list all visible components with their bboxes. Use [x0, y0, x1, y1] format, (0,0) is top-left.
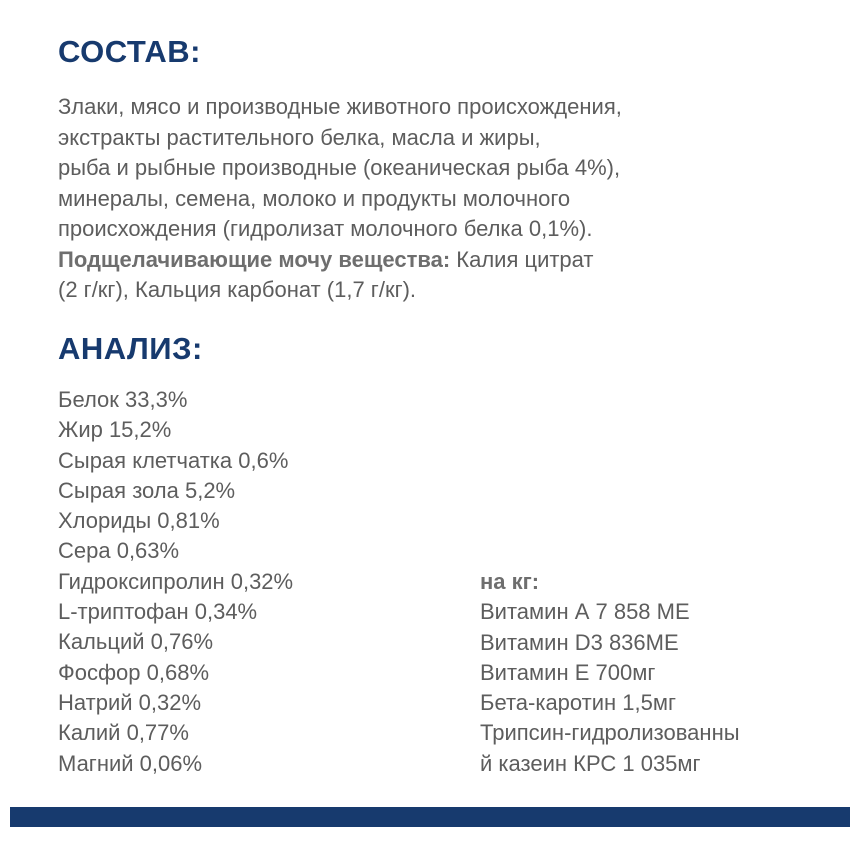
- composition-line: Злаки, мясо и производные животного происхождения,: [58, 94, 622, 119]
- analysis-item: Жир 15,2%: [58, 417, 172, 443]
- analysis-item: Фосфор 0,68%: [58, 659, 210, 685]
- analysis-item: Магний 0,06%: [58, 750, 203, 776]
- per-kg-item: Бета-каротин 1,5мг: [480, 690, 677, 716]
- alkalizing-label: Подщелачивающие мочу вещества:: [58, 246, 451, 272]
- composition-heading: СОСТАВ:: [58, 34, 201, 69]
- per-kg-item: Витамин Е 700мг: [480, 659, 656, 685]
- composition-text: [58, 92, 848, 306]
- per-kg-item: Витамин А 7 858 МЕ: [480, 599, 690, 625]
- alkalizing-line: [58, 245, 848, 276]
- analysis-heading: АНАЛИЗ:: [58, 331, 203, 366]
- analysis-item: Сера 0,63%: [58, 538, 180, 564]
- analysis-item: Хлориды 0,81%: [58, 508, 220, 534]
- composition-line: экстракты растительного белка, масла и жиры,: [58, 124, 541, 150]
- per-kg-label: на кг:: [480, 569, 540, 594]
- composition-line: минералы, семена, молоко и продукты молочного: [58, 185, 571, 211]
- analysis-item: Натрий 0,32%: [58, 689, 202, 715]
- per-kg-item: Витамин D3 836МЕ: [480, 629, 679, 655]
- alkalizing-line-2: (2 г/кг), Кальция карбонат (1,7 г/кг).: [58, 277, 417, 302]
- analysis-item: Сырая клетчатка 0,6%: [58, 447, 289, 473]
- analysis-item: Белок 33,3%: [58, 387, 188, 412]
- analysis-item: Сырая зола 5,2%: [58, 477, 236, 503]
- composition-line: происхождения (гидролизат молочного белка 0,1%).: [58, 216, 593, 241]
- footer-bar: [10, 807, 850, 827]
- analysis-list: [58, 385, 293, 779]
- per-kg-item: Трипсин-гидролизованны: [480, 720, 740, 746]
- analysis-item: L-триптофан 0,34%: [58, 599, 258, 625]
- analysis-item: Калий 0,77%: [58, 720, 189, 746]
- alkalizing-text: Калия цитрат: [450, 246, 594, 272]
- per-kg-item: й казеин КРС 1 035мг: [480, 750, 701, 776]
- per-kg-list: [480, 567, 840, 779]
- analysis-item: Кальций 0,76%: [58, 629, 214, 655]
- analysis-item: Гидроксипролин 0,32%: [58, 568, 294, 594]
- composition-line: рыба и рыбные производные (океаническая рыба 4%),: [58, 155, 621, 180]
